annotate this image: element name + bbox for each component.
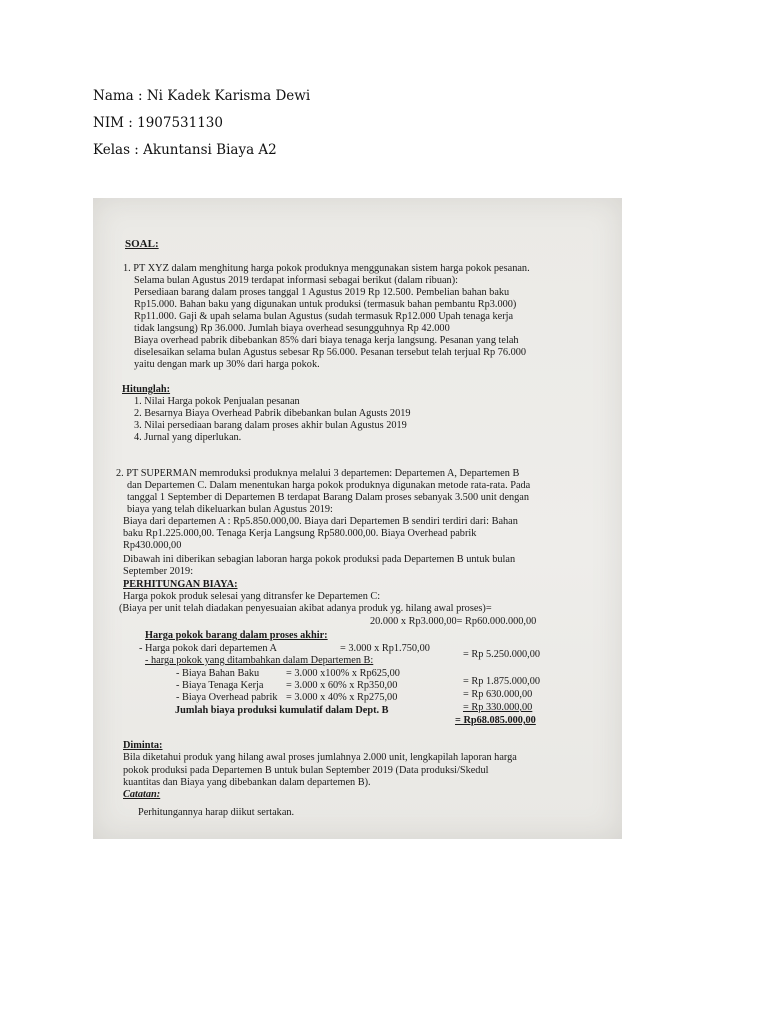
- hitunglah-item-2: 2. Besarnya Biaya Overhead Pabrik dibebankan bulan Agusts 2019: [134, 408, 411, 419]
- assignment-photo: [93, 198, 622, 839]
- row-bahan-label: - Biaya Bahan Baku: [176, 668, 260, 679]
- row-tenaga-amount: = Rp 630.000,00: [463, 689, 533, 700]
- row-overhead-calc: = 3.000 x 40% x Rp275,00: [286, 692, 398, 703]
- diminta-heading: Diminta:: [123, 740, 163, 751]
- diminta-line-1: Bila diketahui produk yang hilang awal proses jumlahnya 2.000 unit, lengkapilah laporan harga: [123, 752, 517, 763]
- soal1-line-6: tidak langsung) Rp 36.000. Jumlah biaya overhead sesungguhnya Rp 42.000: [134, 323, 450, 334]
- transfer-line: Harga pokok produk selesai yang ditransfer ke Departemen C:: [123, 591, 381, 602]
- transfer-calc: 20.000 x Rp3.000,00= Rp60.000.000,00: [370, 616, 537, 627]
- soal1-line-1: 1. PT XYZ dalam menghitung harga pokok produknya menggunakan sistem harga pokok pesanan.: [123, 263, 530, 274]
- soal2-line-9: September 2019:: [123, 566, 194, 577]
- student-name: Nama : Ni Kadek Karisma Dewi: [93, 88, 311, 104]
- soal1-line-5: Rp11.000. Gaji & upah selama bulan Agustus (sudah termasuk Rp12.000 Upah tenaga kerja: [134, 311, 514, 322]
- catatan-text: Perhitungannya harap diikut sertakan.: [138, 807, 295, 818]
- row-tenaga-calc: = 3.000 x 60% x Rp350,00: [286, 680, 398, 691]
- soal1-line-7: Biaya overhead pabrik dibebankan 85% dari biaya tenaga kerja langsung. Pesanan yang telah: [134, 335, 519, 346]
- soal2-line-3: tanggal 1 September di Departemen B terdapat Barang Dalam proses sebanyak 3.500 unit dengan: [127, 492, 530, 503]
- soal1-line-2: Selama bulan Agustus 2019 terdapat informasi sebagai berikut (dalam ribuan):: [134, 275, 458, 286]
- soal2-line-6: baku Rp1.225.000,00. Tenaga Kerja Langsung Rp580.000,00. Biaya Overhead pabrik: [123, 528, 477, 539]
- row-overhead-label: - Biaya Overhead pabrik: [176, 692, 278, 703]
- soal2-line-1: 2. PT SUPERMAN memroduksi produknya melalui 3 departemen: Departemen A, Departemen B: [116, 468, 520, 479]
- soal2-line-7: Rp430.000,00: [123, 540, 182, 551]
- row-bahan-calc: = 3.000 x100% x Rp625,00: [286, 668, 400, 679]
- soal1-line-9: yaitu dengan mark up 30% dari harga pokok.: [134, 359, 320, 370]
- hitunglah-item-4: 4. Jurnal yang diperlukan.: [134, 432, 242, 443]
- total-label: Jumlah biaya produksi kumulatif dalam Dept. B: [175, 705, 389, 716]
- adjust-line: (Biaya per unit telah diadakan penyesuaian akibat adanya produk yg. hilang awal proses)=: [119, 603, 492, 614]
- soal2-line-2: dan Departemen C. Dalam menentukan harga pokok produknya digunakan metode rata-rata. Pada: [127, 480, 531, 491]
- assignment-sheet: [93, 198, 622, 839]
- student-info: [93, 86, 310, 167]
- bdp-heading: Harga pokok barang dalam proses akhir:: [145, 630, 328, 641]
- student-nim: NIM : 1907531130: [93, 115, 223, 131]
- soal1-line-8: diselesaikan selama bulan Agustus sebesar Rp 56.000. Pesanan tersebut telah terjual Rp 76.000: [134, 347, 527, 358]
- diminta-line-3: kuantitas dan Biaya yang dibebankan dalam departemen B).: [123, 777, 371, 788]
- soal1-line-4: Rp15.000. Bahan baku yang digunakan untuk produksi (termasuk bahan pembantu Rp3.000): [134, 299, 517, 310]
- soal2-line-8: Dibawah ini diberikan sebagian laboran harga pokok produksi pada Departemen B untuk bulan: [123, 554, 516, 565]
- soal2-line-5: Biaya dari departemen A : Rp5.850.000,00. Biaya dari Departemen B sendiri terdiri dari: Bahan: [123, 516, 518, 527]
- student-class: Kelas : Akuntansi Biaya A2: [93, 142, 277, 158]
- soal2-line-4: biaya yang telah dikeluarkan bulan Agustus 2019:: [127, 504, 333, 515]
- hitunglah-item-3: 3. Nilai persediaan barang dalam proses akhir bulan Agustus 2019: [134, 420, 407, 431]
- row-tenaga-label: - Biaya Tenaga Kerja: [176, 680, 264, 691]
- row-bahan-amount: = Rp 1.875.000,00: [463, 676, 541, 687]
- catatan-heading: Catatan:: [123, 789, 161, 800]
- soal-heading: SOAL:: [125, 238, 159, 250]
- perhitungan-heading: PERHITUNGAN BIAYA:: [123, 579, 238, 590]
- total-amount: = Rp68.085.000,00: [455, 715, 536, 726]
- soal1-line-3: Persediaan barang dalam proses tanggal 1 Agustus 2019 Rp 12.500. Pembelian bahan baku: [134, 287, 510, 298]
- row-dept-a-amount: = Rp 5.250.000,00: [463, 649, 541, 660]
- hitunglah-item-1: 1. Nilai Harga pokok Penjualan pesanan: [134, 396, 300, 407]
- hitunglah-heading: Hitunglah:: [122, 384, 171, 395]
- row-overhead-amount: = Rp 330.000,00: [463, 702, 533, 713]
- diminta-line-2: pokok produksi pada Departemen B untuk bulan September 2019 (Data produksi/Skedul: [123, 765, 489, 776]
- row-dept-b-label: - harga pokok yang ditambahkan dalam Departemen B:: [145, 655, 374, 666]
- row-dept-a-label: - Harga pokok dari departemen A: [139, 643, 277, 654]
- row-dept-a-calc: = 3.000 x Rp1.750,00: [340, 643, 430, 654]
